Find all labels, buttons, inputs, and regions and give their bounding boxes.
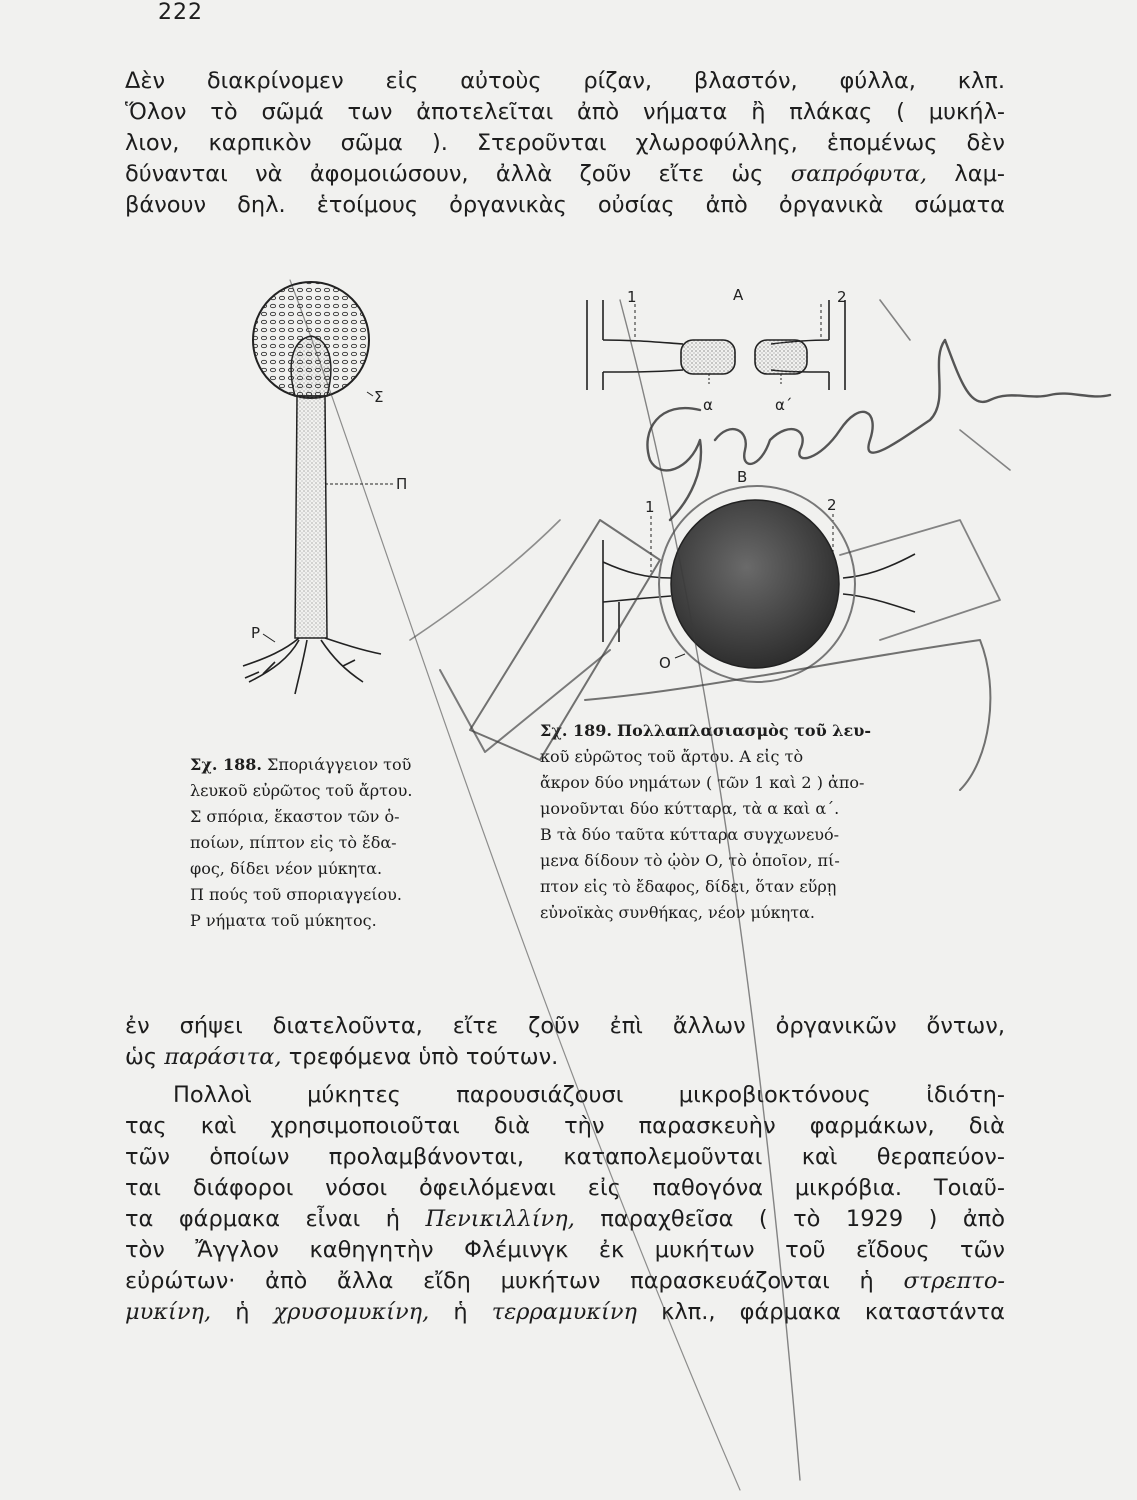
caption-line: μονοῦνται δύο κύτταρα, τὰ α καὶ α΄. (540, 799, 840, 818)
text-line: Πολλοὶ μύκητες παρουσιάζουσι μικροβιοκτόνους ἰδιότη- (173, 1082, 1005, 1108)
page-number: 222 (158, 0, 203, 25)
caption-line: Ρ νήματα τοῦ μύκητος. (190, 911, 377, 930)
zygote-egg (671, 500, 839, 668)
text-line: τὸν Ἄγγλον καθηγητὴν Φλέμινγκ ἐκ μυκήτων τοῦ εἴδους τῶν (125, 1237, 1005, 1263)
label-alpha-prime: α΄ (775, 396, 793, 414)
caption-line: Β τὰ δύο ταῦτα κύτταρα συγχωνευό- (540, 825, 840, 844)
caption-line: μενα δίδουν τὸ ᾠὸν Ο, τὸ ὁποῖον, πί- (540, 851, 840, 870)
caption-line: ἄκρον δύο νημάτων ( τῶν 1 καὶ 2 ) ἀπο- (540, 773, 865, 792)
label-rhizoids: Ρ (251, 624, 261, 642)
caption-line: κοῦ εὐρῶτος τοῦ ἄρτου. Α εἰς τὸ (540, 747, 804, 766)
bottom-paragraph (125, 1080, 1005, 1328)
caption-line (190, 752, 480, 778)
text-run: τα φάρμακα εἶναι ἡ (125, 1206, 426, 1232)
text-line: ται διάφοροι νόσοι ὀφειλόμεναι εἰς παθογόνα μικρόβια. Τοιαῦ- (125, 1175, 1005, 1201)
caption-line (540, 718, 970, 744)
text-line: βάνουν δηλ. ἑτοίμους ὀργανικὰς οὐσίας ἀπὸ ὀργανικὰ σώματα (125, 192, 1005, 218)
text-run: ἡ (429, 1299, 492, 1325)
caption-line: πτον εἰς τὸ ἔδαφος, δίδει, ὅταν εὕρῃ (540, 877, 837, 896)
top-paragraph (125, 66, 1005, 221)
cell-alpha-prime (755, 340, 807, 374)
text-run: κλπ., φάρμακα καταστάντα (637, 1299, 1005, 1325)
text-line (125, 1297, 1005, 1328)
text-line: τας καὶ χρησιμοποιοῦται διὰ τὴν παρασκευὴν φαρμάκων, διὰ (125, 1113, 1005, 1139)
label-two-top: 2 (837, 288, 847, 306)
italic-term: σαπρόφυτα, (790, 161, 928, 187)
caption-line: φος, δίδει νέον μύκητα. (190, 859, 383, 878)
cell-alpha (681, 340, 735, 374)
text-line: Ὅλον τὸ σῶμά των ἀποτελεῖται ἀπὸ νήματα ἢ πλάκας ( μυκήλ- (125, 99, 1005, 125)
label-sporia: Σ (374, 388, 384, 406)
label-egg: Ο (659, 654, 671, 672)
label-a: Α (733, 286, 744, 304)
text-line: τῶν ὁποίων προλαμβάνονται, καταπολεμοῦνται καὶ θεραπεύον- (125, 1144, 1005, 1170)
italic-term: Πενικιλλίνη, (425, 1206, 575, 1232)
italic-term: χρυσομυκίνη, (273, 1299, 430, 1325)
caption-number: Σχ. 188. (190, 755, 262, 774)
figure-188-sporangium (215, 278, 445, 703)
italic-term: παράσιτα, (164, 1044, 282, 1070)
label-two-bottom: 2 (827, 496, 837, 514)
label-pous: Π (396, 475, 408, 493)
caption-line: εὐνοϊκὰς συνθήκας, νέον μύκητα. (540, 903, 815, 922)
text-line (125, 1042, 1005, 1073)
figure-189-reproduction (575, 282, 1005, 702)
text-run: ἡ (211, 1299, 274, 1325)
text-run: παραχθεῖσα ( τὸ 1929 ) ἀπὸ (574, 1206, 1005, 1232)
text-run: τρεφόμενα ὑπὸ τούτων. (281, 1044, 559, 1070)
rhizoids (243, 638, 381, 694)
caption-line: λευκοῦ εὐρῶτος τοῦ ἄρτου. (190, 781, 413, 800)
caption-number: Σχ. 189. (540, 721, 612, 740)
italic-term: μυκίνη, (125, 1299, 212, 1325)
text-run: εὐρώτων· ἀπὸ ἄλλα εἴδη μυκήτων παρασκευάζονται ἡ (125, 1268, 904, 1294)
text-run: δύνανται νὰ ἀφομοιώσουν, ἀλλὰ ζοῦν εἴτε ὡς (125, 161, 791, 187)
caption-figure-189 (540, 718, 970, 926)
caption-line: ποίων, πίπτον εἰς τὸ ἔδα- (190, 833, 397, 852)
label-b: Β (737, 468, 748, 486)
caption-figure-188 (190, 752, 480, 934)
label-one-bottom: 1 (645, 498, 655, 516)
italic-term: τερραμυκίνη (491, 1299, 637, 1325)
caption-line: Σ σπόρια, ἕκαστον τῶν ὁ- (190, 807, 400, 826)
caption-text: Πολλαπλασιασμὸς τοῦ λευ- (617, 721, 871, 740)
text-line: λιον, καρπικὸν σῶμα ). Στεροῦνται χλωροφύλλης, ἑπομένως δὲν (125, 130, 1005, 156)
label-one-top: 1 (627, 288, 637, 306)
text-line: Δὲν διακρίνομεν εἰς αὐτοὺς ρίζαν, βλαστόν, φύλλα, κλπ. (125, 68, 1005, 94)
label-alpha: α (703, 396, 713, 414)
figure188-labels (251, 388, 407, 642)
stalk (295, 396, 327, 638)
columella (291, 336, 331, 396)
middle-paragraph (125, 1011, 1005, 1073)
caption-text: Σποριάγγειον τοῦ (267, 755, 412, 774)
text-line (125, 1266, 1005, 1297)
text-line (125, 1204, 1005, 1235)
caption-line: Π πούς τοῦ σποριαγγείου. (190, 885, 402, 904)
text-run: ὡς (125, 1044, 165, 1070)
text-run: λαμ- (927, 161, 1006, 187)
text-line (125, 159, 1005, 190)
text-line: ἐν σήψει διατελοῦντα, εἴτε ζοῦν ἐπὶ ἄλλων ὀργανικῶν ὄντων, (125, 1013, 1005, 1039)
italic-term: στρεπτο- (903, 1268, 1005, 1294)
